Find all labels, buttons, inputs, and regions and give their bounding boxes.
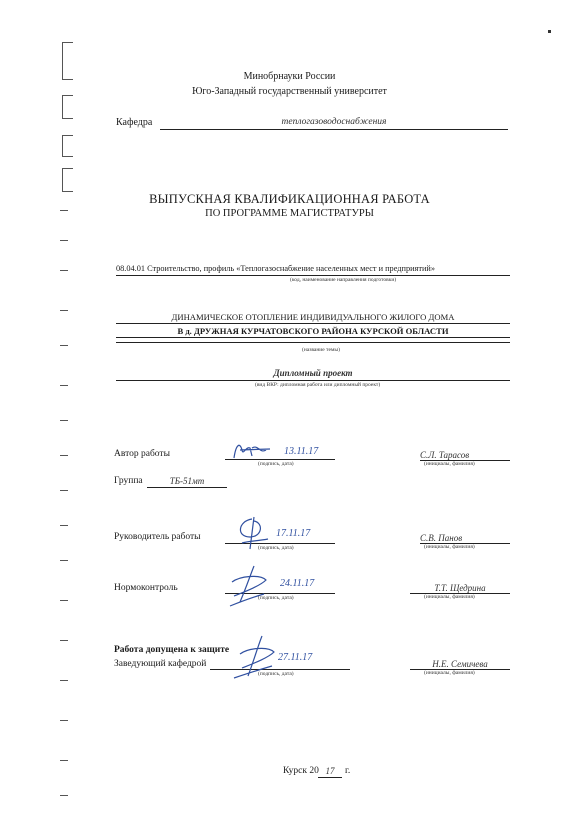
margin-tick bbox=[60, 490, 68, 491]
admission-title: Работа допущена к защите bbox=[114, 645, 230, 655]
margin-tick bbox=[60, 455, 68, 456]
department-label: Кафедра bbox=[116, 117, 153, 128]
work-type-caption: (вид ВКР: дипломная работа или дипломный проект) bbox=[255, 382, 381, 388]
supervisor-sign-date: 17.11.17 bbox=[276, 528, 311, 539]
author-label: Автор работы bbox=[114, 449, 170, 459]
topic-text-2: В д. ДРУЖНАЯ КУРЧАТОВСКОГО РАЙОНА КУРСКОЙ ОБЛАСТИ bbox=[177, 326, 449, 336]
author-sign-date: 13.11.17 bbox=[284, 446, 319, 457]
admission-sign-caption: (подпись, дата) bbox=[258, 671, 294, 677]
ministry-name: Минобрнауки России bbox=[243, 71, 336, 82]
margin-tick bbox=[60, 420, 68, 421]
normcontrol-name-caption: (инициалы, фамилия) bbox=[424, 594, 475, 600]
group-line bbox=[147, 476, 227, 488]
topic-line-1 bbox=[116, 312, 510, 324]
topic-text-1: ДИНАМИЧЕСКОЕ ОТОПЛЕНИЕ ИНДИВИДУАЛЬНОГО ЖИЛОГО ДОМА bbox=[171, 312, 455, 322]
supervisor-sign-caption: (подпись, дата) bbox=[258, 545, 294, 551]
admission-name: Н.Е. Семичева bbox=[432, 659, 488, 669]
margin-tick bbox=[60, 310, 68, 311]
university-name: Юго-Западный государственный университет bbox=[192, 86, 387, 97]
footer-city: Курск 20 bbox=[283, 766, 319, 776]
margin-tick bbox=[60, 270, 68, 271]
normcontrol-sign-caption: (подпись, дата) bbox=[258, 595, 294, 601]
normcontrol-label: Нормоконтроль bbox=[114, 583, 178, 593]
admission-name-line bbox=[410, 659, 510, 670]
margin-tick bbox=[60, 760, 68, 761]
group-value: ТБ-51мт bbox=[169, 476, 205, 486]
admission-sign-date: 27.11.17 bbox=[278, 652, 313, 663]
normcontrol-sign-date: 24.11.17 bbox=[280, 578, 315, 589]
document-title: ВЫПУСКНАЯ КВАЛИФИКАЦИОННАЯ РАБОТА bbox=[149, 192, 430, 206]
department-line bbox=[160, 117, 508, 130]
supervisor-name: С.В. Панов bbox=[420, 533, 463, 543]
program-line bbox=[116, 263, 510, 276]
document-subtitle: ПО ПРОГРАММЕ МАГИСТРАТУРЫ bbox=[205, 208, 374, 219]
topic-line-2 bbox=[116, 326, 510, 338]
margin-tick bbox=[60, 525, 68, 526]
footer-year-line bbox=[318, 766, 342, 778]
admission-name-caption: (инициалы, фамилия) bbox=[424, 670, 475, 676]
topic-caption: (название темы) bbox=[302, 347, 340, 353]
author-name-line bbox=[420, 450, 510, 461]
normcontrol-name-line bbox=[410, 583, 510, 594]
margin-tick bbox=[60, 345, 68, 346]
program-value: 08.04.01 Строительство, профиль «Теплогазоснабжение населенных мест и предприятий» bbox=[116, 264, 436, 273]
topic-line-3 bbox=[116, 341, 510, 343]
author-signature bbox=[230, 440, 280, 462]
department-value: теплогазоводоснабжения bbox=[281, 117, 387, 127]
footer-suffix: г. bbox=[345, 766, 351, 776]
margin-tick bbox=[60, 560, 68, 561]
author-name-caption: (инициалы, фамилия) bbox=[424, 461, 475, 467]
supervisor-label: Руководитель работы bbox=[114, 532, 201, 542]
margin-tick bbox=[60, 385, 68, 386]
supervisor-name-line bbox=[420, 533, 510, 544]
scan-dot bbox=[548, 30, 551, 33]
work-type-line bbox=[116, 368, 510, 381]
author-name: С.Л. Тарасов bbox=[420, 450, 470, 460]
margin-bracket bbox=[62, 168, 73, 192]
footer-year: 17 bbox=[325, 766, 335, 776]
supervisor-name-caption: (инициалы, фамилия) bbox=[424, 544, 475, 550]
margin-tick bbox=[60, 640, 68, 641]
group-label: Группа bbox=[114, 476, 143, 486]
author-sign-caption: (подпись, дата) bbox=[258, 461, 294, 467]
margin-tick bbox=[60, 680, 68, 681]
margin-tick bbox=[60, 240, 68, 241]
margin-bracket bbox=[62, 135, 73, 157]
margin-tick bbox=[60, 600, 68, 601]
margin-tick bbox=[60, 795, 68, 796]
normcontrol-name: Т.Т. Щедрина bbox=[434, 583, 486, 593]
margin-bracket bbox=[62, 95, 73, 119]
work-type-value: Дипломный проект bbox=[273, 368, 353, 378]
margin-tick bbox=[60, 720, 68, 721]
normcontrol-signature bbox=[220, 562, 280, 610]
admission-label: Заведующий кафедрой bbox=[114, 659, 207, 669]
program-caption: (код, наименование направления подготовки) bbox=[290, 277, 397, 283]
